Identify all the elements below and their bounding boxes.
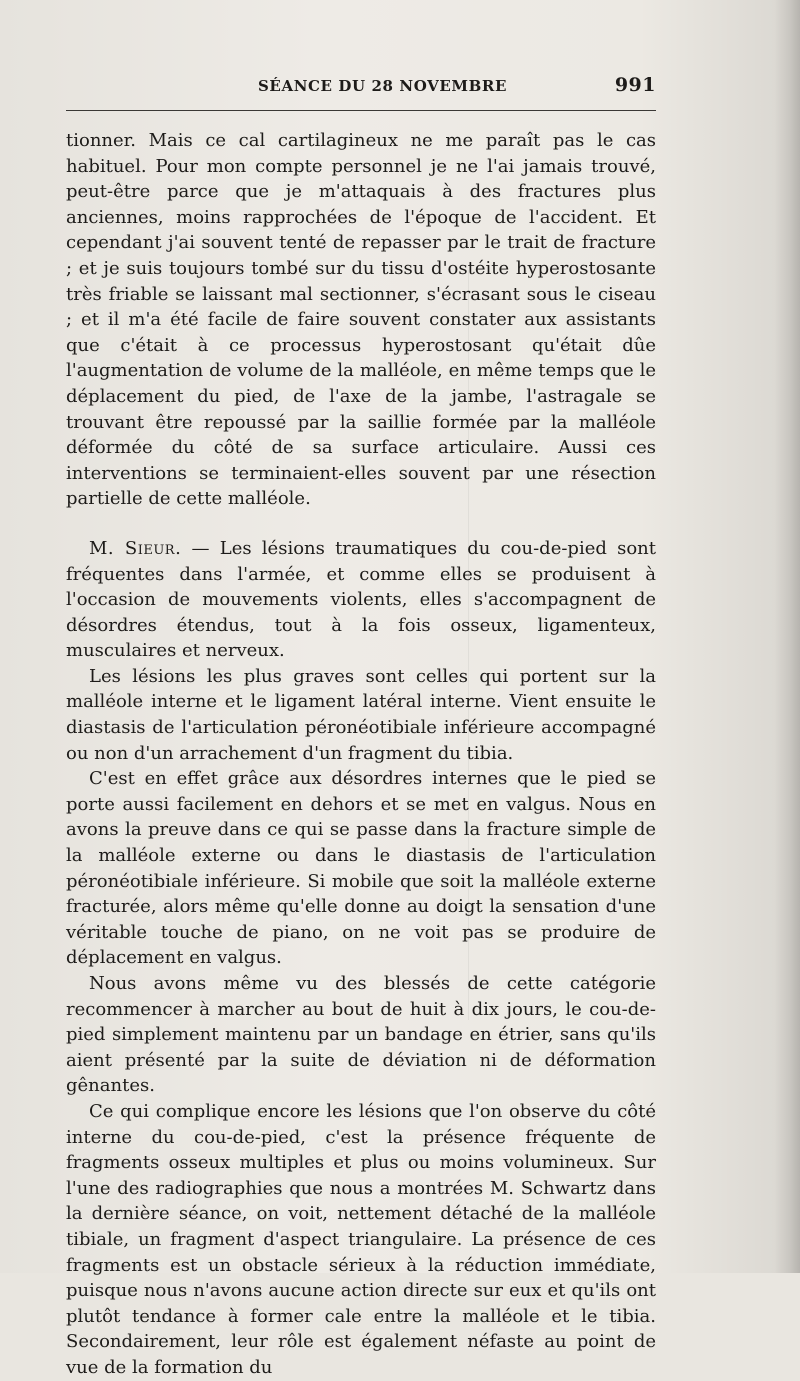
speaker-dash: — — [181, 537, 220, 559]
running-title: SÉANCE DU 28 NOVEMBRE — [258, 77, 507, 95]
scan-fold-line — [468, 270, 469, 1020]
page-number: 991 — [614, 74, 656, 96]
paragraph-desordres: C'est en effet grâce aux désordres internes que le pied se porte aussi facilement en dehors et se met en valgus. Nous en avons la preuve dans ce qui se passe dans la fracture simple de la malléole externe ou dans le diastasis de l'articulation péronéotibiale inférieure. Si mobile que soit la malléole externe fracturée, alors même qu'elle donne au doigt la sensation d'une véritable touche de piano, on ne voit pas se produire de déplacement en valgus. — [66, 768, 656, 969]
body-text — [66, 128, 656, 1381]
header-rule — [66, 110, 656, 111]
scan-edge-shadow — [774, 0, 800, 1273]
paragraph-fragments: Ce qui complique encore les lésions que l'on observe du côté interne du cou-de-pied, c'est la présence fréquente de fragments osseux multiples et plus ou moins volumineux. Sur l'une des radiographies que nous a montrées M. Schwartz dans la dernière séance, on voit, nettement détaché de la malléole tibiale, un fragment d'aspect triangulaire. La présence de ces fragments est un obstacle sérieux à la réduction immédiate, puisque nous n'avons aucune action directe sur eux et qu'ils ont plutôt tendance à former cale entre la malléole et le tibia. Secondairement, leur rôle est également néfaste au point de vue de la formation du — [66, 1100, 656, 1378]
speaker-name: M. Sieur. — [89, 537, 182, 559]
paragraph-sieur — [66, 536, 656, 664]
paragraph-blesses: Nous avons même vu des blessés de cette catégorie recommencer à marcher au bout de huit à dix jours, le cou-de-pied simplement maintenu par un bandage en étrier, sans qu'ils aient présenté par la suite de déviation ni de déformation gênantes. — [66, 973, 656, 1097]
paragraph-continued: tionner. Mais ce cal cartilagineux ne me paraît pas le cas habituel. Pour mon compte personnel je ne l'ai jamais trouvé, peut-être parce que je m'attaquais à des fractures plus anciennes, moins rapprochées de l'époque de l'accident. Et cependant j'ai souvent tenté de repasser par le trait de fracture ; et je suis toujours tombé sur du tissu d'ostéite hyperostosante très friable se laissant mal sectionner, s'écrasant sous le ciseau ; et il m'a été facile de faire souvent constater aux assistants que c'était à ce processus hyperostosant qu'était dûe l'augmentation de volume de la malléole, en même temps que le déplacement du pied, de l'axe de la jambe, l'astragale se trouvant être repoussé par la saillie formée par la malléole déformée du côté de sa surface articulaire. Aussi ces interventions se terminaient-elles souvent par une résection partielle de cette malléole. — [66, 130, 656, 510]
page-header — [66, 74, 656, 104]
paragraph-lesions: Les lésions les plus graves sont celles qui portent sur la malléole interne et le ligament latéral interne. Vient ensuite le diastasis de l'articulation péronéotibiale inférieure accompagné ou non d'un arrachement d'un fragment du tibia. — [66, 665, 656, 764]
paragraph-sieur-text: Les lésions traumatiques du cou-de-pied sont fréquentes dans l'armée, et comme elles se produisent à l'occasion de mouvements violents, elles s'accompagnent de désordres étendus, tout à la fois osseux, ligamenteux, musculaires et nerveux. — [66, 537, 656, 662]
